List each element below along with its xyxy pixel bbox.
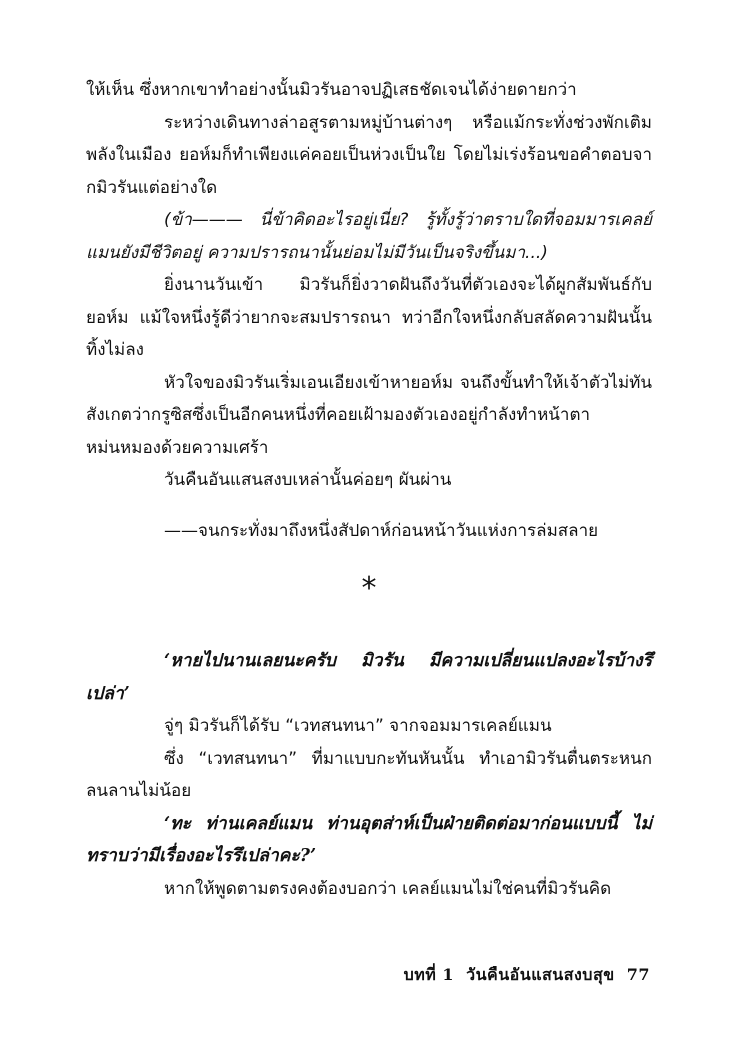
scene-separator: * xyxy=(361,571,377,606)
paragraph: ระหว่างเดินทางล่าอสูรตามหมู่บ้านต่างๆ หรือแม้กระทั่งช่วงพักเติมพลังในเมือง ยอห์มก็ทำเพียงแค่คอยเป็นห่วงเป็นใย โดยไม่เร่งร้อนขอคำตอบจากมิวรันแต่อย่างใด xyxy=(86,112,652,198)
paragraph: ซึ่ง “เวทสนทนา” ที่มาแบบกะทันหันนั้น ทำเอามิวรันตื่นตระหนกลนลานไม่น้อย xyxy=(86,748,652,801)
page-footer xyxy=(404,963,650,988)
paragraph: หากให้พูดตามตรงคงต้องบอกว่า เคลย์แมนไม่ใช่คนที่มิวรันคิด xyxy=(164,878,612,899)
inner-thought-paragraph: (ข้า——— นี่ข้าคิดอะไรอยู่เนี่ย? รู้ทั้งรู้ว่าตราบใดที่จอมมารเคลย์แมนยังมีชีวิตอยู่ ความปรารถนานั้นย่อมไม่มีวันเป็นจริงขึ้นมา...) xyxy=(86,210,652,263)
paragraph: จู่ๆ มิวรันก็ได้รับ “เวทสนทนา” จากจอมมารเคลย์แมน xyxy=(164,716,552,736)
body-text xyxy=(86,74,652,905)
footer-chapter-title: วันคืนอันแสนสงบสุข xyxy=(466,965,615,984)
paragraph: ให้เห็น ซึ่งหากเขาทำอย่างนั้นมิวรันอาจปฏิเสธชัดเจนได้ง่ายดายกว่า xyxy=(86,80,577,100)
footer-chapter: บทที่ 1 xyxy=(403,965,455,984)
paragraph: ——จนกระทั่งมาถึงหนึ่งสัปดาห์ก่อนหน้าวันแห่งการล่มสลาย xyxy=(164,520,599,541)
dialogue-paragraph: ‘ทะ ท่านเคลย์แมน ท่านอุตส่าห์เป็นฝ่ายติดต่อมาก่อนแบบนี้ ไม่ทราบว่ามีเรื่องอะไรรึเปล่าคะ?’ xyxy=(86,813,652,866)
dialogue-paragraph: ‘หายไปนานเลยนะครับ มิวรัน มีความเปลี่ยนแปลงอะไรบ้างรึเปล่า’ xyxy=(86,651,652,704)
paragraph: หัวใจของมิวรันเริ่มเอนเอียงเข้าหายอห์ม จนถึงขั้นทำให้เจ้าตัวไม่ทันสังเกตว่ากรูซิสซึ่งเป็นอีกคนหนึ่งที่คอยเฝ้ามองตัวเองอยู่กำลังทำหน้าตาหม่นหมองด้วยความเศร้า xyxy=(86,372,652,458)
paragraph: วันคืนอันแสนสงบเหล่านั้นค่อยๆ ผันผ่าน xyxy=(164,470,452,490)
paragraph: ยิ่งนานวันเข้า มิวรันก็ยิ่งวาดฝันถึงวันที่ตัวเองจะได้ผูกสัมพันธ์กับยอห์ม แม้ใจหนึ่งรู้ดีว่ายากจะสมปรารถนา ทว่าอีกใจหนึ่งกลับสลัดความฝันนั้นทิ้งไม่ลง xyxy=(86,275,652,360)
page-number: 77 xyxy=(626,965,650,984)
